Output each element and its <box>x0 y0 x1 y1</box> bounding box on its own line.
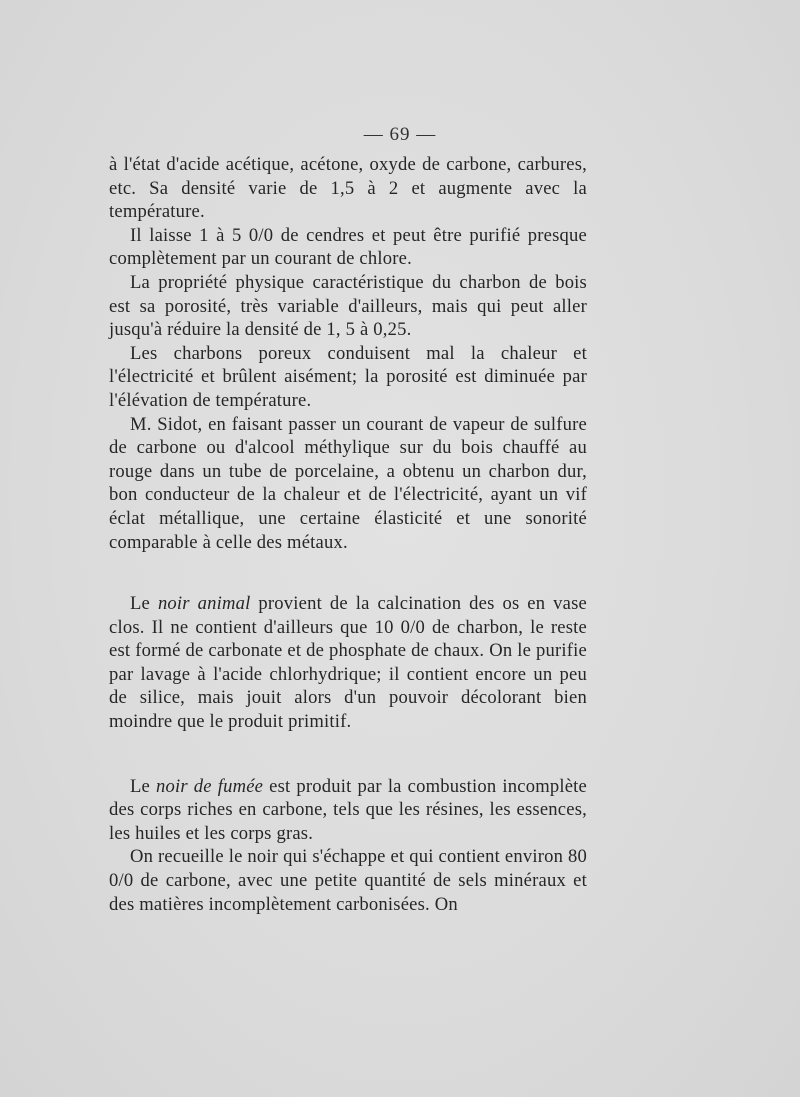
term-noir-de-fumee: noir de fumée <box>156 775 264 797</box>
paragraph: à l'état d'acide acétique, acétone, oxyde de carbone, carbures, etc. Sa densité varie de 1,5 à 2 et augmente avec la température. <box>109 154 587 223</box>
paragraph-rest: provient de la calcination des os en vase clos. Il ne contient d'ailleurs que 10 0/0 de charbon, le reste est formé de carbonate et de phosphate de chaux. On le purifie par lavage à l'acide chlorhydrique; il contient encore un peu de silice, mais jouit alors d'un pouvoir décolorant bien moindre que le produit primitif. <box>109 593 587 733</box>
paragraph-noir-de-fumee <box>109 775 587 846</box>
page-number: — 69 — <box>363 124 437 145</box>
body-text <box>109 153 587 916</box>
paragraph-lead: Le <box>130 775 151 797</box>
paragraph: M. Sidot, en faisant passer un courant de vapeur de sulfure de carbone ou d'alcool méthylique sur du bois chauffé au rouge dans un tube de porcelaine, a obtenu un charbon dur, bon conducteur de la chaleur et de l'électricité, ayant un vif éclat métallique, une certaine élasticité et une sonorité comparable à celle des métaux. <box>109 413 587 553</box>
paragraph: La propriété physique caractéristique du charbon de bois est sa porosité, très variable d'ailleurs, mais qui peut aller jusqu'à réduire la densité de 1, 5 à 0,25. <box>109 271 587 341</box>
paragraph: Les charbons poreux conduisent mal la chaleur et l'électricité et brûlent aisément; la porosité est diminuée par l'élévation de température. <box>109 342 587 411</box>
paragraph: Il laisse 1 à 5 0/0 de cendres et peut être purifié presque complètement par un courant de chlore. <box>109 224 587 270</box>
paragraph-lead: Le <box>130 593 151 615</box>
paragraph-noir-animal <box>109 592 587 734</box>
term-noir-animal: noir animal <box>157 593 251 615</box>
paragraph: On recueille le noir qui s'échappe et qui contient environ 80 0/0 de carbone, avec une petite quantité de sels minéraux et des matières incomplètement carbonisées. On <box>109 846 587 915</box>
paragraph-rest: est produit par la combustion incomplète des corps riches en carbone, tels que les résines, les essences, les huiles et les corps gras. <box>109 775 587 844</box>
